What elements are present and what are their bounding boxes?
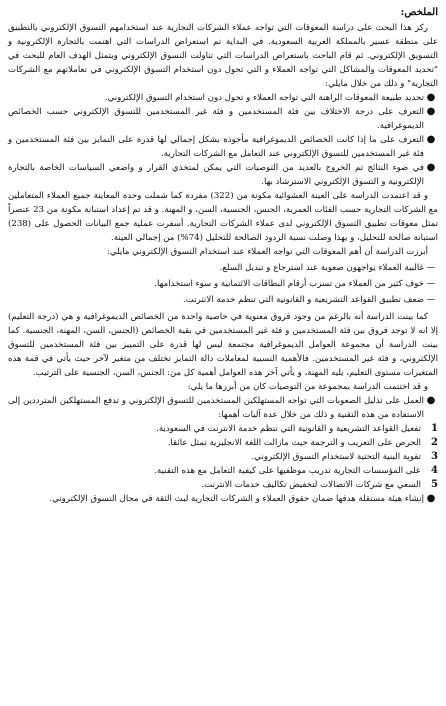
intro-paragraph: ركز هذا البحث على دراسة المعوقات التي تواجه عملاء الشركات التجارية عند استخدامهم التسوق الإلكتروني بالتطبيق على منطقة عسير بالمملكة العربية السعودية. في البداية تم استعراض الدراسات التي اهتمت بالتجارة الإلكترونية و التسويق الإلكتروني. ثم قام الباحث باستعراض الدراسات التي تناولت التسوق الإلكتروني ويتمثل الهدف العام للبحث في "تحديد المعوقات والمشاكل التي تواجه العملاء و التي تحول دون استخدام التسوق الإلكتروني في تعاملاتهم مع الشركات التجارية" و ذلك من خلال مايلي: xyxy=(8,23,439,89)
recommendation-item xyxy=(8,394,438,422)
obstacle-item xyxy=(8,261,438,275)
mechanism-text: السعي مع شركات الاتصالات لتخفيض تكاليف خدمات الانترنت. xyxy=(201,480,421,490)
mechanism-item xyxy=(8,422,438,436)
objective-item xyxy=(8,105,438,133)
obstacles-intro: أبرزت الدراسة أن أهم المعوقات التي تواجه العملاء عند استخدام التسوق الإلكتروني مايلي: xyxy=(106,247,428,257)
mechanism-number: 2 xyxy=(431,437,438,448)
mechanism-text: الحرص على التعريب و الترجمة حيث مازالت اللغة الانجليزية تمثل عائقا. xyxy=(167,438,421,448)
mechanism-number: 4 xyxy=(431,465,438,476)
mechanism-number: 3 xyxy=(431,451,438,462)
objective-text: التعرف على ما إذا كانت الخصائص الديموغرافية مأخوذة بشكل إجمالي لها قدرة على التمايز بين فئة المستخدمين و فئة غير المستخدمين للتسوق الإلكتروني عند التعامل مع الشركات التجارية. xyxy=(8,135,424,159)
mechanism-item xyxy=(8,464,438,478)
objective-item xyxy=(8,91,438,105)
mechanism-item xyxy=(8,436,438,450)
mechanism-text: على المؤسسات التجارية تدريب موظفيها على كيفية التعامل مع هذه التقنية. xyxy=(154,466,421,476)
obstacle-text: ضعف تطبيق القواعد التشريعية و القانونية التي تنظم خدمة الانترنت. xyxy=(183,295,424,305)
mechanism-item xyxy=(8,478,438,492)
dash-bullet-icon: — xyxy=(426,279,436,289)
objective-item xyxy=(8,133,438,161)
mechanism-text: تفعيل القواعد التشريعية و القانونية التي تنظم خدمة الانترنت في السعودية. xyxy=(156,424,421,434)
objective-text: التعرف على درجة الاختلاف بين فئة المستخدمين و فئة غير المستخدمين للتسوق الإلكتروني حسب الخصائص الديموغرافية. xyxy=(8,107,424,131)
obstacle-item xyxy=(8,277,438,291)
mechanism-number: 5 xyxy=(431,479,438,490)
recommendation-text: العمل على تذليل الصعوبات التي تواجه المستهلكين المستخدمين للتسوق الإلكتروني و تدفع المستهلكين المترددين إلى الاستفادة من هذه التقنية و ذلك من خلال عدة آليات أهمها: xyxy=(8,396,424,420)
findings-paragraph: كما بينت الدراسة أنه بالرغم من وجود فروق معنوية في خاصية واحدة من الخصائص الديموغرافية و هي (درجة التعليم) إلا انه لا توجد فروق بين فئة المستخدمين و فئة غير المستخدمين في بقية الخصائص (الجنس، السن، المهنة، الجنسية. كما بينت الدراسة أن مجموعة العوامل الديموغرافية مجتمعة ليس لها قدرة على التمييز بين فئة المستخدمين للتسوق الإلكتروني، و فئة غير المستخدمين. فالأهمية النسبية لمعاملات دالة التمايز تختلف من متغير لآخر حيث يأتي في قمة هذه المتغيرات مستوى التعليم، يليه المهنة، و يأتي آخر هذه العوامل أهمية كل من: الجنس، السن، الجنسية على الترتيب. xyxy=(8,312,438,378)
bullet-icon: ● xyxy=(426,92,436,103)
obstacle-text: خوف كثير من العملاء من تسرب أرقام البطاقات الائتمانية و سوء استخدامها. xyxy=(154,279,424,289)
final-recommendation-text: إنشاء هيئة مستقلة هدفها ضمان حقوق العملاء و الشركات التجارية لبث الثقة في مجال التسوق الإلكتروني. xyxy=(49,494,424,504)
bullet-icon: ● xyxy=(426,493,436,504)
recommendations-intro: و قد اختتمت الدراسة بمجموعة من التوصيات كان من أبرزها ما يلي: xyxy=(187,382,428,392)
bullet-icon: ● xyxy=(426,106,436,117)
abstract-heading: الملخص: xyxy=(400,7,438,18)
objective-text: تحديد طبيعة المعوقات الراهنة التي تواجه العملاء و تحول دون استخدام التسوق الإلكتروني. xyxy=(104,93,424,103)
mechanism-text: تقوية البنية التحتية لاستخدام التسوق الإلكتروني. xyxy=(251,452,421,462)
bullet-icon: ● xyxy=(426,395,436,406)
bullet-icon: ● xyxy=(426,134,436,145)
recommendation-item xyxy=(8,492,438,506)
dash-bullet-icon: — xyxy=(426,295,436,305)
obstacle-text: غالبية العملاء يواجهون صعوبة عند استرجاع و تبديل السلع. xyxy=(219,263,424,273)
bullet-icon: ● xyxy=(426,162,436,173)
objective-text: في ضوء النتائج تم الخروج بالعديد من التوصيات التي يمكن لمتخذي القرار و واضعي السياسات الخاصة بالتجارة الإلكترونية و التسوق الإلكتروني الاسترشاد بها. xyxy=(8,163,424,187)
dash-bullet-icon: — xyxy=(426,263,436,273)
objective-item xyxy=(8,161,438,189)
sample-paragraph: و قد اعتمدت الدراسة على العينة العشوائية مكونة من (322) مفردة كما شملت وحدة المعاينة جميع العملاء المتعاملين مع الشركات التجارية حسب الفئات العمرية، الجنس، الجنسية، السن، و المهنة. و قد تم إعداد استبانة مكونة من 23 عنصراً تمثل معوقات تطبيق التسوق الإلكتروني لدى عملاء الشركات التجارية. أسفرت عملية جمع البيانات الحصول على (238) استبانة صالحة للتحليل، و بهذا وصلت نسبة الردود الصالحة للتحليل (74%) من إجمالي العينة. xyxy=(8,191,438,243)
obstacle-item xyxy=(8,293,438,307)
mechanism-item xyxy=(8,450,438,464)
mechanism-number: 1 xyxy=(431,423,438,434)
